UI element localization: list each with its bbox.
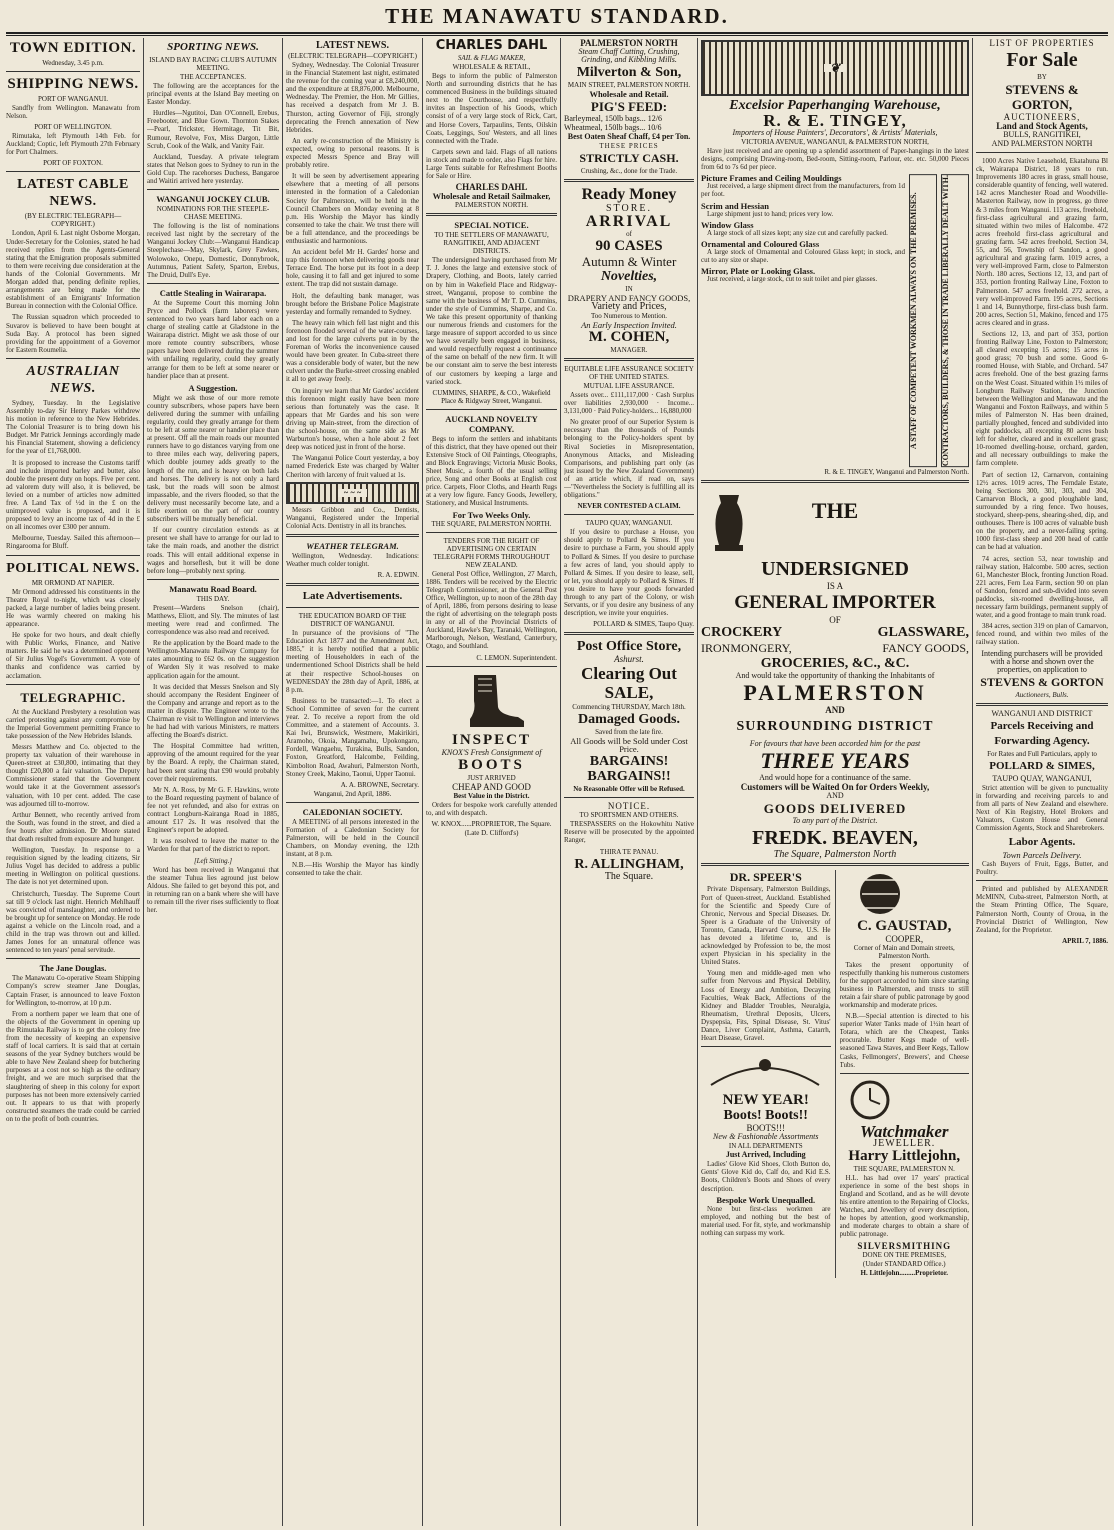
glassware: GLASSWARE, — [877, 625, 969, 641]
goods-delivered: GOODS DELIVERED — [763, 801, 907, 817]
boot-illustration — [426, 671, 557, 731]
masthead-rule-thin — [6, 35, 1108, 36]
boots-label: BOOTS — [458, 756, 525, 773]
charles-dahl-trade2: WHOLESALE & RETAIL, — [452, 63, 531, 71]
weather-heading: WEATHER TELEGRAM. — [306, 540, 399, 551]
road-board-heading: Manawatu Road Board. — [169, 583, 257, 594]
crushing: Crushing, &c., done for the Trade. — [580, 167, 678, 175]
column-separator — [282, 38, 283, 1526]
column-3: LATEST NEWS. (ELECTRIC TELEGRAPH—COPYRIGHT.) Sydney, Wednesday. The Colonial Treasurer in the Financial Statement last night, estimated the revenue for the coming year at £8,240,000, and the expenditure at £8,876,000. Melbourne, Wednesday. The Premier, the Hon. Mr Gillies, has received a despatch from Mr J. B. Thurston, acting Governor of Fiji, strongly deprecating the French annexation of New Hebrides. An early re-construction of the Ministry is expected, owing to personal reasons. It is expected Messrs Spence and Bray will probably retire. It will be seen by advertisement appearing elsewhere that a meeting of all persons interested in the formation of a Caledonian Society for Palmerston, will be held in the Council Chambers on Monday evening at 8 p.m. His Worship the Mayor has kindly consented to take the chair. We trust there will be a full attendance, and the proceedings be enthusiastic and harmonious. An accident befel Mr H. Gardes' horse and trap this forenoon when delivering goods near Terrace End. The horse put its foot in a deep hole, causing it to fall and get injured to some extent. The trap did not sustain damage. Holt, the defaulting bank manager, was brought before the Brisbane Police Magistrate yesterday and formally remanded to Sydney. The heavy rain which fell last night and this forenoon flooded several of the water-courses, and lost for the large culverts put in by the Foreman of Works the inconvenience caused would have been greater. In Cuba-street there was a considerable body of water, but the new culvert under the Burke-street crossing enabled it all to get away freely. On inquiry we learn that Mr Gardes' accident this forenoon might easily have been more serious than fortunately was the case. It appears that Mr Gardes and his son were driving up Main-street, from the direction of the school-house, on the same side as Mr Warburton's house, when a hole about 2 feet deep was noticed just in front of the horse. The Wanganui Police Court yesterday, a boy named Frederick Este was charged by Walter Cheriton with larceny of fruit valued at 1s. ~ ~ ~ Messrs Gribbon and Co., Dentists, Wanganui, Registered under the Imperial Colonial Acts. Dentistry in all its branches. WEATHER TELEGRAM. Wellington, Wednesday. Indications: Weather much colder tonight. R. A. EDWIN. Late Advertisements. THE EDUCATION BOARD OF THE DISTRICT OF WANGANUI. In pursuance of the provisions of "The Education Act 1877 and the Amendment Act, 1885," it is hereby notified that a public meeting of Householders in each of the undermentioned School Districts shall be held at their respective School-houses on WEDNESDAY the 28th day of April, 1886, at 8 p.m. Business to be transacted:—1. To elect a School Committee of seven for the current year. 2. To receive a report from the old Committee, and a statement of Accounts. 3. Kai Iwi, Brunswick, Westmere, Makirikiri, Aramoho, Okoia, Mangamahu, Upokongaro, Fordell, Wangaehu, Turakina, Bulls, Sandon, Foxton, Greatford, Halcombe, Feilding, Kimbolton Road, Awahuri, Palmerston North, Stoney Creek, Makino, Taonui, Upper Taonui. A. A. BROWNE, Secretary. Wanganui, 2nd April, 1886. CALEDONIAN SOCIETY. A MEETING of all persons interested in the Formation of a Caledonian Society for Palmerston, will be held in the Council Chambers, on Monday evening, the 12th instant, at 8 p.m. N.B.—His Worship the Mayor has kindly consented to take the chair. — [286, 40, 419, 878]
these-prices: THESE PRICES — [599, 142, 659, 150]
telegraphic-heading: TELEGRAPHIC. — [20, 689, 126, 705]
sg-sub: Auctioneers, Bulls. — [1015, 690, 1069, 699]
this-day: THIS DAY. — [196, 594, 230, 603]
ornamental-paperhanging-banner: ❦ — [701, 40, 969, 96]
knox-consignment: KNOX'S Fresh Consignment of — [441, 747, 542, 757]
charles-dahl-trade: SAIL & FLAG MAKER, — [457, 54, 526, 62]
under-standard: (Under STANDARD Office.) — [862, 1259, 946, 1268]
two-weeks: For Two Weeks Only. — [452, 509, 531, 520]
masthead-rule — [6, 32, 1108, 34]
weather-signature: R. A. EDWIN. — [377, 571, 419, 580]
contractors-sidebar: CONTRACTORS, BUILDERS, & THOSE IN TRADE LIBERALLY DEALT WITH. — [941, 174, 969, 467]
excelsior-heading: Excelsior Paperhanging Warehouse, — [729, 98, 941, 113]
cable-tag: (BY ELECTRIC TELEGRAPH—COPYRIGHT.) — [24, 212, 122, 229]
the-label: THE — [811, 498, 859, 524]
store-label: STORE. — [606, 203, 652, 214]
three-years: THREE YEARS — [760, 748, 910, 774]
column-separator — [697, 38, 698, 1526]
surrounding-district: SURROUNDING DISTRICT — [736, 719, 934, 735]
just-arrived: JUST ARRIVED — [467, 773, 516, 782]
autumn-winter: Autumn & Winter — [581, 254, 677, 269]
late-clifford: (Late D. Clifford's) — [464, 828, 519, 837]
and-label: AND — [825, 705, 845, 716]
stevens-gorton: STEVENS & GORTON, — [1005, 82, 1079, 112]
port-foxton: PORT OF FOXTON. — [43, 159, 103, 168]
acceptances: THE ACCEPTANCES. — [180, 73, 246, 81]
education-date: Wanganui, 2nd April, 1886. — [313, 789, 392, 798]
port-wanganui: PORT OF WANGANUI. — [38, 95, 108, 103]
of-label: OF — [829, 615, 841, 626]
for-sale: For Sale — [1006, 49, 1078, 71]
cohen-name: M. COHEN, — [588, 329, 670, 345]
crockery-row — [701, 625, 969, 641]
damaged-goods: Damaged Goods. — [578, 712, 680, 728]
done-premises: DONE ON THE PREMISES, — [862, 1250, 946, 1259]
latest-tag: (ELECTRIC TELEGRAPH—COPYRIGHT.) — [288, 52, 417, 60]
ornamental-glass: Ornamental and Coloured Glass — [701, 238, 820, 249]
jane-douglas-heading: The Jane Douglas. — [39, 963, 107, 974]
clearing-out: Clearing Out — [581, 664, 677, 684]
clock-illustration — [840, 1078, 968, 1122]
ironmongery: IRONMONGERY, — [701, 641, 792, 656]
commencing: Commencing THURSDAY, March 18th. — [572, 703, 686, 712]
wheatmeal: Wheatmeal, 150lb bags... 10/6 — [564, 123, 662, 132]
staff-sidebar: A STAFF OF COMPETENT WORKMEN ALWAYS ON THE PREMISES. — [909, 174, 937, 467]
just-arrived-including: Just Arrived, Including — [725, 1150, 806, 1160]
weather-body: Wellington, Wednesday. Indications: Weather much colder tonight. — [286, 551, 419, 568]
early-inspection: An Early Inspection Invited. — [581, 320, 677, 330]
left-sitting: [Left Sitting.] — [193, 856, 233, 865]
sporting-body: The following are the acceptances for the principal events at the Island Bay meeting on Easter Monday. — [147, 82, 279, 107]
caledonian-heading: CALEDONIAN SOCIETY. — [302, 806, 403, 817]
bulls-rangitikei: BULLS, RANGITIKEI, — [1003, 130, 1081, 139]
charles-dahl-name-2: CHARLES DAHL — [455, 182, 528, 193]
thanks-line: And would take the opportunity of thanking the Inhabitants of — [735, 671, 935, 681]
chaff-mills: Steam Chaff Cutting, Crushing, Grinding, and Kibbling Mills. — [578, 47, 680, 64]
novelty-address: THE SQUARE, PALMERSTON NORTH. — [431, 519, 552, 528]
settlers: TO THE SETTLERS OF MANAWATU, RANGITIKEI, AND ADJACENT DISTRICTS. — [434, 231, 549, 256]
intending: Intending purchasers will be provided with a horse and shown over the properties, on application to — [981, 648, 1103, 674]
silversmithing: SILVERSMITHING — [857, 1240, 952, 1251]
crockery: CROCKERY — [701, 625, 783, 641]
trespass-body: TRESPASSERS on the Hokowhitu Native Reserve will be prosecuted by the appointed Ranger, — [564, 820, 694, 845]
telegraphic-body: At the Auckland Presbytery a resolution was carried protesting against any compromise by the Imperial Government permitting France to take possession of the New Hebrides Islands. — [6, 707, 140, 740]
arrival-label: ARRIVAL — [585, 213, 673, 230]
novelties: Novelties, — [600, 269, 658, 284]
left-lower: DR. SPEER'S Private Dispensary, Palmerston Buildings, Port of Queen-street, Auckland. Established for the Scientific and Speedy Cure of Chronic, Nervous and Special Diseases. Dr. Speer is a Graduate of the University of Toronto, Canada, Harvard Course, U.S. He has devoted a lifetime to, and is acknowledged by Profession to be, the most expert Physician in his speciality in the United States. Young men and middle-aged men who suffer from Nervous and Physical Debility, Loss of Energy and Ambition, Decaying Faculties, Weak Back, Affections of the Kidney and Bladder Troubles, Neuralgia, Rheumatism, Urethral Deposits, Ulcers, Dyspepsia, Fits, Spinal Disease, St. Vitus' Dance, Liver Complaint, Asthma, Catarrh, Heart Disease, Gravel. NEW YEAR! Boots! Boots!! BOOTS!!! New & Fashionable Assortments IN ALL DEPARTMENTS Just Arrived, Including Ladies' Glove Kid Shoes, Cloth Button do, Gents' Glove Kid do, Calf do, and Kid E.S. Boots, Children's Boots and Shoes of every description. Bespoke Work Unequalled. None but first-class workmen are employed, and nothing but the best of material used. For fit, style, and workmanship nothing can surpass my work. — [701, 870, 831, 1237]
in-label: IN — [625, 285, 633, 293]
drapery-fancy: DRAPERY AND FANCY GOODS, — [567, 293, 691, 303]
undersigned-label: UNDERSIGNED — [761, 558, 909, 581]
ready-money: Ready Money — [581, 186, 677, 203]
boots-boots-boots: BOOTS!!! — [746, 1123, 785, 1134]
jockey-sub: NOMINATIONS FOR THE STEEPLE-CHASE MEETING. — [156, 205, 270, 222]
littlejohn-signature: H. Littlejohn.........Proprietor. — [860, 1268, 948, 1277]
parcels-agency: Parcels Receiving and Forwarding Agency. — [990, 719, 1094, 747]
labor-agents: Labor Agents. — [1008, 836, 1076, 849]
sporting-heading: SPORTING NEWS. — [167, 41, 259, 53]
too-numerous: Too Numerous to Mention. — [590, 312, 668, 320]
is-a: IS A — [826, 581, 844, 592]
best-value: Best Value in the District. — [453, 791, 530, 800]
gaustad-name: C. GAUSTAD, — [857, 917, 952, 934]
speer-heading: DR. SPEER'S — [729, 870, 802, 885]
late-ads-heading: Late Advertisements. — [302, 590, 403, 603]
column-5: PALMERSTON NORTH Steam Chaff Cutting, Crushing, Grinding, and Kibbling Mills. Milverton & Son, MAIN STREET, PALMERSTON NORTH. Wholesale and Retail. PIG'S FEED: Barleymeal, 150lb bags... 12/6 Wheatmeal, 150lb bags... 10/6 Best Oaten Sheaf Chaff, £4 per Ton. THESE PRICES STRICTLY CASH. Crushing, &c., done for the Trade. Ready Money STORE. ARRIVAL of 90 CASES Autumn & Winter Novelties, IN DRAPERY AND FANCY GOODS, Variety and Prices, Too Numerous to Mention. An Early Inspection Invited. M. COHEN, MANAGER. EQUITABLE LIFE ASSURANCE SOCIETY OF THE UNITED STATES. MUTUAL LIFE ASSURANCE. Assets over... £111,117,000 · Cash Surplus over liabilities 2,930,000 · Income... 3,131,000 · Paid Policy-holders... 16,880,000 No greater proof of our Superior System is necessary than the thousands of Pounds belonging to the Policy-holders spent by Rival Societies in Misrepresentation, Anonymous Attacks, and Misleading Comparisons, and publishing part only (as just issued by the New Zealand Government) of an article which, if read on, says—"Nevertheless the Society is fulfilling all its obligations." NEVER CONTESTED A CLAIM. TAUPO QUAY, WANGANUI. If you desire to purchase a House, you should apply to Pollard & Simes. If you desire to purchase a Farm, you should apply to Pollard & Simes. If you desire to purchase a few acres of land, you should apply to Pollard & Simes. If you desire to lease, sell, or let, you should apply to Pollard & Simes. If you desire to have your goods forwarded through to any part of the Colony, or wish Servants, or if you desire any business of any description, we invite your enquiries. POLLARD & SIMES, Taupo Quay. Post Office Store, Ashurst. Clearing Out SALE, Commencing THURSDAY, March 18th. Damaged Goods. Saved from the late fire. All Goods will be Sold under Cost Price. BARGAINS! BARGAINS!! No Reasonable Offer will be Refused. NOTICE. TO SPORTSMEN AND OTHERS. TRESPASSERS on the Hokowhitu Native Reserve will be prosecuted by the appointed Ranger, THIRA TE PANAU. R. ALLINGHAM, The Square. — [564, 38, 694, 882]
shipping-heading: SHIPPING NEWS. — [7, 76, 139, 92]
by-label: BY — [1037, 73, 1047, 81]
town-parcels: Town Parcels Delivery. — [1002, 850, 1082, 861]
lower-ads — [701, 870, 969, 1277]
cheap-good: CHEAP AND GOOD — [452, 781, 531, 792]
tingey-list: Picture Frames and Ceiling Mouldings Just received, a large shipment direct from the manufacturers, from 1d per foot. Scrim and Hessian Large shipment just to hand; prices very low. Window Glass A large stock of all sizes kept; any size cut and carefully packed. Ornamental and Coloured Glass A large stock of Ornamental and Coloured Glass kept; in stock, and cut to any size or shape. Mirror, Plate or Looking Glass. Just received, a large stock, cut to suit toilet and pier glasses. A STAFF OF COMPETENT WORKMEN ALWAYS ON THE PREMISES. CONTRACTORS, BUILDERS, & THOSE IN TRADE LIBERALLY DEALT WITH. — [701, 174, 969, 467]
wanganui-district: WANGANUI AND DISTRICT — [991, 708, 1093, 718]
picture-frames: Picture Frames and Ceiling Mouldings — [701, 173, 842, 184]
new-year-ornament — [701, 1051, 829, 1091]
edition-time: Wednesday, 3.45 p.m. — [42, 59, 104, 67]
dahl-address: PALMERSTON NORTH. — [454, 201, 529, 210]
of-label: of — [626, 230, 632, 238]
jug-illustration — [709, 489, 749, 555]
drapers-signature: CUMMINS, SHARPE, & CO., Wakefield Place & Ridgway Street, Wanganui. — [432, 388, 551, 405]
bargains: BARGAINS! BARGAINS!! — [587, 754, 671, 785]
tenders-heading: TENDERS FOR THE RIGHT OF ADVERTISING ON CERTAIN TELEGRAPH FORMS THROUGHOUT NEW ZEALAND. — [433, 536, 550, 569]
equitable-heading: EQUITABLE LIFE ASSURANCE SOCIETY OF THE UNITED STATES. — [564, 365, 694, 381]
sporting-sub: ISLAND BAY RACING CLUB'S AUTUMN MEETING. — [149, 56, 277, 72]
lemon-signature: C. LEMON. Superintendent. — [476, 653, 557, 662]
column-7: LIST OF PROPERTIES For Sale BY STEVENS & GORTON, AUCTIONEERS, Land and Stock Agents, BULLS, RANGITIKEI, AND PALMERSTON NORTH 1000 Acres Native Leasehold, Ekatahuna Bl ck, Wairarapa District, 18 years to run. Improvements 180 acres in grass, small house, considerable quantity of fencing, well watered. 142 acres Manchester Road and Woodville-Masterton Railway, now in progress, go three & 3 miles from Wanganui. 113 acres, freehold, first-class agricultural and grazing farm, situated within two miles of Halcombe. 472 acres freehold first-class agricultural and grazing farm. 542 acres freehold, Section 34, 55, and 56, Township of Sandon, a good agricultural and grazing farm. 1019 acres, a very well-improved Farm, close to Palmerston North. 180 acres, Sections 12, 13, and part of 353, portion fronting Railway Line, Foxton to Palmerston. 547 acres freehold. 272 acres, a very well-improved Farm. 195 acres, Sections 1 and 14, Bunnythorpe, first-class bush farm. 200 acres, Section 51, Makino, fenced and 175 acres cleared and in grass. Sections 12, 13, and part of 353, portion fronting Railway Line, Foxton to Palmerston; all cleared excepting 15 acres; 15 acres in good grass; 70 bush and some. Good 6-roomed House, with Stable, and Orchard. 547 acres freehold. One of the best grazing farms on the West Coast. Situated within 1½ miles of Longburn Railway Station, the Junction between the Wellington and Manawatu and the Wanganui and Foxton Railways, and within 5 miles of Palmerston N. Has been drained, partially ploughed, fenced and subdivided into eight paddocks, all excepting 80 acres bush left for shelter, cleared and in excellent grass; 10-roomed dwelling-house, orchard, garden, and all necessary outbuildings to make the farm complete. Part of section 12, Carnarvon, containing 12½ acres. 1019 acres, The Ferndale Estate, being Sections 300, 301, 303, and 304, Carnarvon Block, a good ploughable land, surrounded by a ring fence. Two houses, stockyard, sheep-pens, shearing-shed, dip, and outhouses. There is 100 acres of valuable bush on the property, and a never-failing spring. 1000 first-class sheep and 200 head of cattle can be had at valuation. 74 acres, section 53, near township and railway station, Halcombe. 500 acres, section 61, Manchester Block, fronting Junction Road. 221 acres, Fern Lea Farm, section 90 on plan of Sandon, fenced and sub-divided into seven paddocks, six-roomed dwelling-house, all necessary farm buildings, permanent supply of water, and a good frontage to main trunk road. 384 acres, section 319 on plan of Carnarvon, fenced round, and within two miles of the railway station. Intending purchasers will be provided with a horse and shown over the properties, on application to STEVENS & GORTON Auctioneers, Bulls. WANGANUI AND DISTRICT Parcels Receiving and Forwarding Agency. For Rates and Full Particulars, apply to POLLARD & SIMES, TAUPO QUAY, WANGANUI, Strict attention will be given to punctuality in forwarding and receiving parcels to and from all parts of New Zealand and elsewhere. Next of Kin Registry, Hotel Brokers and Valuators, Custom House and General Commission Agents, Stock and Sharebrokers. Labor Agents. Town Parcels Delivery. Cash Buyers of Fruit, Eggs, Butter, and Poultry. Printed and published by ALEXANDER McMINN, Cuba-street, Palmerston North, at the Steam Printing Office, The Square, Palmerston North, County of Oroua, in the Provincial District of Wellington, New Zealand, for the Proprietor. APRIL 7, 1886. — [976, 38, 1108, 945]
charles-dahl-name: CHARLES DAHL — [435, 38, 548, 53]
milverton-name: Milverton & Son, — [576, 65, 682, 80]
jane-douglas-body: The Manawatu Co-operative Steam Shipping Company's screw steamer Jane Douglas, Captain Fraser, is announced to leave Foxton for Wellington, to-morrow, at 10 p.m. — [6, 974, 140, 1007]
window-glass: Window Glass — [701, 219, 754, 230]
education-signature: A. A. BROWNE, Secretary. — [340, 780, 419, 789]
special-notice-heading: SPECIAL NOTICE. — [454, 220, 529, 231]
variety-prices: Variety and Prices, — [591, 301, 667, 312]
gaustad-address: Corner of Main and Domain streets, Palmerston North. — [853, 943, 955, 960]
suggestion-heading: A Suggestion. — [188, 382, 238, 393]
novelty-heading: AUCKLAND NOVELTY COMPANY. — [445, 413, 538, 434]
list-properties: LIST OF PROPERTIES — [989, 38, 1095, 48]
inspect-label: INSPECT — [451, 731, 532, 748]
groceries: GROCERIES, &C., &C. — [760, 656, 910, 672]
education-heading: THE EDUCATION BOARD OF THE DISTRICT OF WANGANUI. — [298, 612, 407, 629]
column-separator — [972, 38, 973, 1526]
tingey-location: VICTORIA AVENUE, WANGANUI, & PALMERSTON NORTH, — [741, 138, 929, 146]
tingey-importers: Importers of House Painters', Decorators', & Artists' Materials, — [732, 128, 938, 137]
column-1: TOWN EDITION. Wednesday, 3.45 p.m. SHIPPING NEWS. PORT OF WANGANUI. Sandfly from Wellington. Manawatu from Nelson. PORT OF WELLINGTON. Rimutaka, left Plymouth 14th Feb. for Auckland; Coptic, left Plymouth 27th February for Port Chalmers. PORT OF FOXTON. LATEST CABLE NEWS. (BY ELECTRIC TELEGRAPH—COPYRIGHT.) London, April 6. Last night Osborne Morgan, Under-Secretary for the Colonies, stated he had received replies from the Agents-General stating that the Emigration proposals submitted to them were receiving due consideration at the hands of the Colonial Governments. Mr Morgan added that, pending definite replies, arrangements are being made for the establishment of an Emigrants' Information Bureau in connection with the Colonial Office. The Russian squadron which proceeded to Suvarov is believed to have been bought at Suda Bay. A protocol has been signed providing for the appointment of a Governor for Eastern Roumelia. AUSTRALIAN NEWS. Sydney, Tuesday. In the Legislative Assembly to-day Sir Henry Parkes withdrew his motion in reference to the New Hebrides. The Colonial Treasurer is to bring down his Budget. Mr Patrick Jennings accordingly made his Financial Statement, showing a deficiency for the year of £1,768,000. It is proposed to increase the Customs tariff and include imported barley and butter, also double the present duty on hops. Five per cent. ad valorem duty will also, it is believed, be levied on a number of articles now admitted free. A Land Tax of ½d in the £ on the unimproved value is proposed, and it is proposed to levy an income tax of 4d in the £ on all incomes over £300 per annum. Melbourne, Tuesday. Sailed this afternoon—Ringarooma for Bluff. POLITICAL NEWS. MR ORMOND AT NAPIER. Mr Ormond addressed his constituents in the Theatre Royal to-night, which was closely packed, a large number of ladies being present. He was warmly cheered on making his appearance. He spoke for two hours, and dealt chiefly with Public Works, Finance, and Native matters. He said he was a determined opponent of Sir Julius Vogel's Government. A vote of thanks and confidence was carried by acclamation. TELEGRAPHIC. At the Auckland Presbytery a resolution was carried protesting against any compromise by the Imperial Government permitting France to take possession of the New Hebrides Islands. Messrs Matthew and Co. objected to the property tax valuation of their warehouse in Queen-street at £30,800, intimating that they thought £20,800 a fair valuation. The Deputy Commissioner stated that the Government would take it at the Government assessor's valuation, with 10 per cent. added. The case was adjourned till to-morrow. Arthur Bennett, who recently arrived from the South, was found in the street, and died a few hours after admission. Dr Moore stated that death resulted from exposure and hunger. Wellington, Tuesday. In response to a requisition signed by the leading citizens, Sir Julius Vogel has decided to address a public meeting in Wellington on political questions. The date is not yet determined upon. Christchurch, Tuesday. The Supreme Court sat till 9 o'clock last night. Henrich Mehlhauff was convicted of manslaughter, and ordered to be brought up for sentence on Monday. He rode against a vehicle on the Lincoln road, and a child in the trap was thrown out and killed. James Jones for an unnatural offence was sentenced to ten years' penal servitude. The Jane Douglas. The Manawatu Co-operative Steam Shipping Company's screw steamer Jane Douglas, Captain Fraser, is announced to leave Foxton for Wellington, to-morrow, at 10 p.m. From a northern paper we learn that one of the objects of the Government in opening up the Rimutaka Railway is to get the colony free from the necessity of keeping an expensive staff of local carriers. It is said that at certain seasons of the year Sydney butchers would be able to have New Zealand sheep for butchering purposes at a cost not so high as the ordinary freight, and we are much surprised that the slaughtering of sheep in this colony for export purposes has not been more extensively carried out. It appears to us that with properly constructed steamers the trade could be carried on to the profit of both countries. — [6, 40, 140, 1123]
no-offer: No Reasonable Offer will be Refused. — [573, 785, 685, 794]
taupo-quay-heading: TAUPO QUAY, WANGANUI. — [585, 519, 673, 528]
jockey-club-heading: WANGANUI JOCKEY CLUB. — [156, 194, 270, 205]
ashurst: Ashurst. — [614, 654, 644, 665]
waited-on: Customers will be Waited On for Orders Weekly, — [740, 782, 930, 793]
any-part: To any part of the District. — [792, 816, 878, 826]
new-year: NEW YEAR! — [722, 1092, 809, 1109]
political-body: Mr Ormond addressed his constituents in the Theatre Royal to-night, which was closely packed, a large number of ladies being present. He was warmly cheered on making his appearance. — [6, 587, 140, 628]
sailmaker: Wholesale and Retail Sailmaker, — [432, 191, 551, 202]
australian-body: Sydney, Tuesday. In the Legislative Assembly to-day Sir Henry Parkes withdrew his motion in reference to the New Hebrides. The Colonial Treasurer is to bring down his Budget. Mr Patrick Jennings accordingly made his Financial Statement, showing a deficiency for the year of £1,768,000. — [6, 398, 140, 456]
gaustad-cooper: COOPER, — [885, 933, 924, 944]
masthead: THE MANAWATU STANDARD. — [385, 4, 729, 28]
ranger-name: THIRA TE PANAU. — [599, 847, 659, 856]
arrivals: Sandfly from Wellington. Manawatu from Nelson. — [6, 104, 140, 121]
rates-line: For Rates and Full Particulars, apply to — [987, 749, 1097, 758]
taupo-wanganui: TAUPO QUAY, WANGANUI, — [992, 773, 1092, 783]
column-2: SPORTING NEWS. ISLAND BAY RACING CLUB'S AUTUMN MEETING. THE ACCEPTANCES. The following are the acceptances for the principal events at the Island Bay meeting on Easter Monday. Hurdles—Ngutitoi, Dan O'Connell, Erebus, Freebooter, and Blue Gown. Thornton Stakes—Pearl, Trickster, Hermitage, Tit Bit, Rumour, Revolve, Fox, Miss Dargon, Little Scrub, Cook of the Walk, and Vanity Fair. Auckland, Tuesday. A private telegram states that Nelson goes to Sydney to run in the Gold Cup. The racehorses Duchess, Bangaroe and Waitiri arrived here yesterday. WANGANUI JOCKEY CLUB. NOMINATIONS FOR THE STEEPLE-CHASE MEETING. The following is the list of nominations received last night by the secretary of the Wanganui Jockey Club:—Wanganui Handicap Steeplechase—May, Skylark, Grey Fawkes, Wolowoko, Onepu, Domestic, Donnybrook, Autumnus, Patient Safety, Sparton, Erebus, The Druid, Dull's Eye. Cattle Stealing in Wairarapa. At the Supreme Court this morning John Pryce and Pollock (farm laborers) were sentenced to two years hard labor each on a charge of stealing cattle at Gladstone in the Wairarapa district. Might we ask those of our more remote country subscribers, whose papers have been delivered during the summer with unfailing regularity, could they greatly arrange for them to be left at some nearer or handier place than at present. A Suggestion. Might we ask those of our more remote country subscribers, whose papers have been delivered during the summer with unfailing regularity, could they greatly arrange for them to be left at some nearer or handier place than at present. Off all the main roads our mounted runners have to go distances varying from one to three miles each way, delivering papers, which double journey adds greatly to the length of the run, and is heavy on both lads and horses. The delivery is not only a hard task, but the roads will soon be almost impassable, and the rivers flooded, so that the delivery must necessarily become late, and a little exertion on the part of our country subscribers will be mutually beneficial. If our country circulation extends as at present we shall have to arrange for our lad to take the main roads, and another the district roads. This will entail additional expense in wages and horseflesh, but it will be done before long—probably next spring. Manawatu Road Board. THIS DAY. Present—Wardens Snelson (chair), Matthews, Eliott, and Sly. The minutes of last meeting were read and confirmed. The correspondence was also read and received. Re the application by the Board made to the Wellington-Manawatu Railway Company for rates amounting to £62 0s. on the suggestion of Warden Sly it was resolved to make application again for the amount. It was decided that Messrs Snelson and Sly should accompany the Resident Engineer of the Company and arrange and report as to the matter in dispute. The Engineer wrote to the Chairman re visit to Wellington and interviews he had had with various Ministers, re matters affecting the Board's district. The Hospital Committee had written, approving of the amount required for the year by the Board. A reply, the Chairman stated, had been sent stating that £90 would probably cover their requirements. Mr N. A. Ross, by Mr G. F. Hawkins, wrote to the Board requesting payment of balance of fee not yet refunded, and also for extras on contract Longburn-Kairanga Road in 1885, amount £17 2s. It was resolved that the Engineer's report be adopted. It was resolved to leave the matter to the Warden for that part of the district to report. [Left Sitting.] Word has been received in Wanganui that the steamer Tuhua lies aground just below Aldous. She failed to get beyond this pot, and in returning ran on a bank where she will have to remain till the river rises sufficiently to float her. — [147, 41, 279, 914]
barleymeal: Barleymeal, 150lb bags... 12/6 — [564, 114, 662, 123]
allingham-square: The Square. — [604, 870, 654, 882]
knox-signature: W. KNOX......PROPRIETOR, The Square. — [431, 819, 552, 828]
palmerston-label: PALMERSTON — [743, 680, 927, 706]
pollard-signature: POLLARD & SIMES, Taupo Quay. — [593, 620, 694, 629]
cohen-manager: MANAGER. — [610, 346, 648, 354]
mirror-glass: Mirror, Plate or Looking Glass. — [701, 266, 816, 277]
sale-label: SALE, — [604, 683, 654, 703]
cases-label: 90 CASES — [595, 238, 663, 254]
strictly-cash: STRICTLY CASH. — [579, 151, 679, 165]
pn-heading: PALMERSTON NORTH — [580, 38, 678, 48]
fashionable: New & Fashionable Assortments — [713, 1132, 819, 1142]
beaven-name: FREDK. BEAVEN, — [752, 827, 918, 850]
and-label-2: AND — [826, 791, 844, 801]
column-separator — [560, 38, 561, 1526]
tingey-name: R. & E. TINGEY, — [763, 111, 907, 130]
departments: IN ALL DEPARTMENTS — [728, 1142, 803, 1151]
latest-body: Sydney, Wednesday. The Colonial Treasurer in the Financial Statement last night, estimated the revenue for the coming year at £8,240,000, and the expenditure at £8,876,000. Melbourne, Wednesday. The Premier, the Hon. Mr Gillies, has received a despatch from Mr J. B. Thurston, acting Governor of Fiji, strongly deprecating the French annexation of New Hebrides. — [286, 61, 419, 134]
land-stock: Land and Stock Agents, — [996, 121, 1088, 131]
australian-heading: AUSTRALIAN NEWS. — [26, 363, 120, 396]
cattle-heading: Cattle Stealing in Wairarapa. — [159, 287, 267, 298]
right-lower: C. GAUSTAD, COOPER, Corner of Main and Domain streets, Palmerston North. Takes the present opportunity of respectfully thanking his numerous customers for the support accorded to him since starting business in Palmerston, and trusts to still retain a fair share of public patronage by good workmanship and moderate prices. N.B.—Special attention is directed to his superior Water Tanks made of 1½in heart of Totara, which are the Cheapest, Tanks procurable. Butter Kegs made of well-seasoned Tawa Staves, and Beer Kegs, Tallow Casks, Fellmongers', Brewers', and Cheese Tubs. Watchmaker JEWELLER. Harry Littlejohn, THE SQUARE, PALMERSTON N. H.L. has had over 17 years' practical experience in some of the best shops in England and Scotland, and as he will devote his entire attention to the Repairing of Clocks, Watches, and Jewellery of every description, he hopes by attention, good workmanship, and moderate charges to obtain a share of public patronage. SILVERSMITHING DONE ON THE PREMISES, (Under STANDARD Office.) H. Littlejohn.........Proprietor. — [840, 870, 970, 1277]
ornament-band: ~ ~ ~ — [286, 482, 419, 504]
ormond-heading: MR ORMOND AT NAPIER. — [31, 578, 115, 587]
town-edition-heading: TOWN EDITION. — [9, 40, 137, 56]
never-contested: NEVER CONTESTED A CLAIM. — [577, 502, 681, 511]
sold-below-cost: All Goods will be Sold under Cost Price. — [570, 736, 688, 755]
littlejohn-address: THE SQUARE, PALMERSTON N. — [853, 1164, 955, 1173]
and-palmerston: AND PALMERSTON NORTH — [991, 139, 1093, 148]
ironmongery-row — [701, 641, 969, 656]
boots-boots: Boots! Boots!! — [723, 1108, 808, 1124]
allingham-name: R. ALLINGHAM, — [574, 856, 684, 872]
mutual-heading: MUTUAL LIFE ASSURANCE. — [583, 382, 675, 390]
latest-news-heading: LATEST NEWS. — [316, 40, 389, 51]
saved-fire: Saved from the late fire. — [595, 728, 663, 737]
bespoke: Bespoke Work Unequalled. — [716, 1194, 816, 1205]
charles-dahl-body: Begs to inform the public of Palmerston North and surrounding districts that he has commenced Business in the buildings situated next to the Courthouse, and respectfully invites an Inspection of his Goods, which consist of of a very large stock of Rick, Cart, and Horse Covers, Tarpaulins, Tents, Oilskin Coats, Leggings, Sou' Westers, and all lines connected with the Trade. — [426, 72, 557, 145]
caledonian-body: A MEETING of all persons interested in the Formation of a Caledonian Society for Palmerston, will be held in the Council Chambers, on Monday evening, the 12th instant, at 8 p.m. — [286, 817, 419, 859]
column-separator — [143, 38, 144, 1526]
main-street: MAIN STREET, PALMERSTON NORTH. — [567, 81, 691, 89]
political-heading: POLITICAL NEWS. — [6, 560, 140, 576]
pigs-feed: PIG'S FEED: — [590, 99, 668, 114]
port-wellington: PORT OF WELLINGTON. — [34, 123, 112, 132]
general-importer: GENERAL IMPORTER — [734, 592, 936, 614]
auctioneers: AUCTIONEERS, — [1003, 112, 1081, 122]
littlejohn-name: Harry Littlejohn, — [848, 1147, 961, 1164]
tingey-signature: R. & E. TINGEY, Wanganui and Palmerston North. — [824, 468, 969, 477]
beaven-header — [701, 487, 969, 557]
scrim: Scrim and Hessian — [701, 200, 770, 211]
wholesale-retail: Wholesale and Retail. — [589, 89, 669, 99]
education-body: In pursuance of the provisions of "The Education Act 1877 and the Amendment Act, 1885," it is hereby notified that a public meeting of Householders in each of the undermentioned School Districts shall be held at their respective School-houses on WEDNESDAY the 28th day of April, 1886, at 8 p.m. — [286, 629, 419, 694]
notice-heading: NOTICE. — [607, 801, 651, 812]
cable-body: London, April 6. Last night Osborne Morgan, Under-Secretary for the Colonies, stated he had received replies from the Agents-General stating that the Emigration proposals submitted to them were receiving due consideration at the hands of the Colonial Governments. Mr Morgan added that, pending definite replies, arrangements are being made for the establishment of an Emigrants' Information Bureau in connection with the Colonial Office. — [6, 229, 140, 311]
oaten-chaff: Best Oaten Sheaf Chaff, £4 per Ton. — [567, 132, 691, 141]
latest-cable-heading: LATEST CABLE NEWS. — [17, 177, 129, 210]
imprint: Printed and published by ALEXANDER McMINN, Cuba-street, Palmerston North, at the Steam Printing Office, The Square, Palmerston North, County of Oroua, in the Provincial District of Wellington, New Zealand, for the Proprietor. — [976, 885, 1108, 934]
pollard-simes: POLLARD & SIMES, — [989, 759, 1095, 772]
column-separator — [422, 38, 423, 1526]
po-store: Post Office Store, — [576, 639, 682, 655]
watchmaker: Watchmaker — [860, 1121, 949, 1141]
col2-body: At the Supreme Court this morning John Pryce and Pollock (farm laborers) were sentenced to two years hard labor each on a charge of stealing cattle at Gladstone in the Wairarapa district. Might we ask those of our more remote country subscribers, whose papers have been delivered during the summer with unfailing regularity, could they greatly arrange for them to be left at some nearer or handier place than at present. — [147, 298, 279, 380]
beaven-address: The Square, Palmerston North — [773, 849, 897, 861]
sportsmen: TO SPORTSMEN AND OTHERS. — [579, 811, 679, 820]
continuance: And would hope for a continuance of the same. — [759, 773, 911, 783]
column-6: ❦ Excelsior Paperhanging Warehouse, R. & E. TINGEY, Importers of House Painters', Decorators', & Artists' Materials, VICTORIA AVENUE, WANGANUI, & PALMERSTON NORTH, Have just received and are opening up a splendid assortment of Paper-hangings in the latest designs, comprising Drawing-room, Bed-room, Sitting-room, Parlour, etc. etc. 50,000 Pieces from 6d to 7s 6d per piece. Picture Frames and Ceiling Mouldings Just received, a large shipment direct from the manufacturers, from 1d per foot. Scrim and Hessian Large shipment just to hand; prices very low. Window Glass A large stock of all sizes kept; any size cut and carefully packed. Ornamental and Coloured Glass A large stock of Ornamental and Coloured Glass kept; in stock, and cut to any size or shape. Mirror, Plate or Looking Glass. Just received, a large stock, cut to suit toilet and pier glasses. A STAFF OF COMPETENT WORKMEN ALWAYS ON THE PREMISES. CONTRACTORS, BUILDERS, & THOSE IN TRADE LIBERALLY DEALT WITH. R. & E. TINGEY, Wanganui and Palmerston North. THE UNDERSIGNED IS A GENERAL IMPORTER OF CROCKERY GLASSWARE, IRONMONGERY, FANCY GOODS, GROCERIES, &C., &C. And would take the opportunity of thanking the Inhabitants of PALMERSTON AND SURROUNDING DISTRICT For favours that have been accorded him for the past THREE YEARS And would hope for a continuance of the same. Customers will be Waited On for Orders Weekly, AND GOODS DELIVERED To any part of the District. FREDK. BEAVEN, The Square, Palmerston North DR. SPEER'S Private Dispensary, Palmerston Buildings, Port of Queen-street, Auckland. Established for the Scientific and Speedy Cure of Chronic, Nervous and Special Diseases. Dr. Speer is a Graduate of the University of Toronto, Canada, Harvard Course, U.S. He has devoted a lifetime to, and is acknowledged by Profession to be, the most expert Physician in his speciality in the United States. Young men and middle-aged men who suffer from Nervous and Physical Debility, Loss of Energy and Ambition, Decaying Faculties, Weak Back, Affections of the Kidney and Bladder Troubles, Neuralgia, Rheumatism, Urethral Deposits, Ulcers, Dyspepsia, Fits, Spinal Disease, St. Vitus' Dance, Liver Complaint, Asthma, Catarrh, Heart Disease, Gravel. NEW YEAR! Boots! Boots!! BOOTS!!! New & Fashionable Assortments IN ALL DEPARTMENTS Just Arrived, Including Ladies' Glove Kid Shoes, Cloth Button do, Gents' Glove Kid do, Calf do, and Kid E.S. Boots, Children's Boots and Shoes of every description. Bespoke Work Unequalled. None but first-class workmen are employed, and nothing but the best of material used. For fit, style, and workmanship nothing can surpass my work. C. GAUSTAD, COOPER, Corner of Main and Domain streets, Palmerston North. Takes the present opportunity of respectfully thanking his numerous customers for the support accorded to him since starting business in Palmerston, and trusts to still retain a fair share of public patronage by good workmanship and moderate prices. N.B.—Special attention is directed to his superior Water Tanks made of 1½in heart of Totara, which are the Cheapest, Tanks procurable. Butter Kegs made of well-seasoned Tawa Staves, and Beer Kegs, Tallow Casks, Fellmongers', Brewers', and Cheese Tubs. Watchmaker JEWELLER. Harry Littlejohn, THE SQUARE, PALMERSTON N. H.L. has had over 17 years' practical experience in some of the best shops in England and Scotland, and as he will devote his entire attention to the Repairing of Clocks, Watches, and Jewellery of every description, he hopes by attention, good workmanship, and moderate charges to obtain a share of public patronage. SILVERSMITHING DONE ON THE PREMISES, (Under STANDARD Office.) H. Littlejohn.........Proprietor. — [701, 38, 969, 1526]
jeweller: JEWELLER. — [873, 1137, 936, 1149]
sg-signature: STEVENS & GORTON — [980, 674, 1104, 689]
column-4: CHARLES DAHL SAIL & FLAG MAKER, WHOLESALE & RETAIL, Begs to inform the public of Palmerston North and surrounding districts that he has commenced Business in the buildings situated next to the Courthouse, and respectfully invites an Inspection of his Goods, which consist of of a very large stock of Rick, Cart, and Horse Covers, Tarpaulins, Tents, Oilskin Coats, Leggings, Sou' Westers, and all lines connected with the Trade. Carpets sewn and laid. Flags of all nations in stock and made to order, also Flags for hire. Large Tents suitable for Refreshment Booths for Sale or Hire. CHARLES DAHL Wholesale and Retail Sailmaker, PALMERSTON NORTH. SPECIAL NOTICE. TO THE SETTLERS OF MANAWATU, RANGITIKEI, AND ADJACENT DISTRICTS. The undersigned having purchased from Mr T. J. Jones the large and extensive stock of Drapery, Clothing, and Boots, lately carried on by him in Wakefield Place and Ridgway-street, Wanganui, propose to combine the same with the business of Mr T. D. Cummins, under the style of Cummins, Sharpe, and Co. We take this present opportunity of thanking our numerous friends and customers for the large measure of support accorded to us since we have severally been engaged in business, and would respectfully request a continuance of the same on behalf of the new firm. It will be our constant aim to serve the best interests of our customers by keeping a large and varied stock. CUMMINS, SHARPE, & CO., Wakefield Place & Ridgway Street, Wanganui. AUCKLAND NOVELTY COMPANY. Begs to inform the settlers and inhabitants of this district, that they have opened out their Extensive Stock of Oil Paintings, Oleographs, and Block Engravings; Victoria Music Books, Sheet Music, a fourth of the usual selling price, Song and other Books at English cost price. Carpets, Floor Cloths, and Hearth Rugs at a very low figure. Fancy Goods, Jewellery, Stationery, and Musical Instruments. For Two Weeks Only. THE SQUARE, PALMERSTON NORTH. TENDERS FOR THE RIGHT OF ADVERTISING ON CERTAIN TELEGRAPH FORMS THROUGHOUT NEW ZEALAND. General Post Office, Wellington, 27 March, 1886. Tenders will be received by the Electric Telegraph Commissioner, at the General Post Office, Wellington, up to noon of the 28th day of April, 1886, from persons desiring to lease the right of advertising on the telegraph posts in any or all of the Provincial Districts of Auckland, Hawke's Bay, Taranaki, Wellington, Marlborough, Nelson, Westland, Canterbury, Otago, and Southland. C. LEMON. Superintendent. INSPECT KNOX'S Fresh Consignment of BOOTS JUST ARRIVED CHEAP AND GOOD Best Value in the District. Orders for bespoke work carefully attended to, and with despatch. W. KNOX......PROPRIETOR, The Square. (Late D. Clifford's) — [426, 38, 557, 837]
favours-line: For favours that have been accorded him for the past — [749, 739, 921, 749]
barrel-illustration — [840, 870, 968, 916]
listing-body: 1000 Acres Native Leasehold, Ekatahuna Bl ck, Wairarapa District, 18 years to run. Improvements 180 acres in grass, small house, considerable quantity of fencing, well watered. 142 acres Manchester Road and Woodville-Masterton Railway, now in progress, go three & 3 miles from Wanganui. 113 acres, freehold, first-class agricultural and grazing farm, situated within two miles of Halcombe. 472 acres freehold first-class agricultural and grazing farm. 542 acres freehold, Section 34, 55, and 56, Township of Sandon, a good agricultural and grazing farm. 1019 acres, a very well-improved Farm, close to Palmerston North. 180 acres, Sections 12, 13, and part of 353, portion fronting Railway Line, Foxton to Palmerston. 547 acres freehold. 272 acres, a very well-improved Farm. 195 acres, Sections 1 and 14, Bunnythorpe, first-class bush farm. 200 acres, Section 51, Makino, fenced and 175 acres cleared and in grass. — [976, 157, 1108, 327]
fancy-goods: FANCY GOODS, — [882, 641, 969, 656]
issue-date: APRIL 7, 1886. — [1062, 936, 1108, 945]
